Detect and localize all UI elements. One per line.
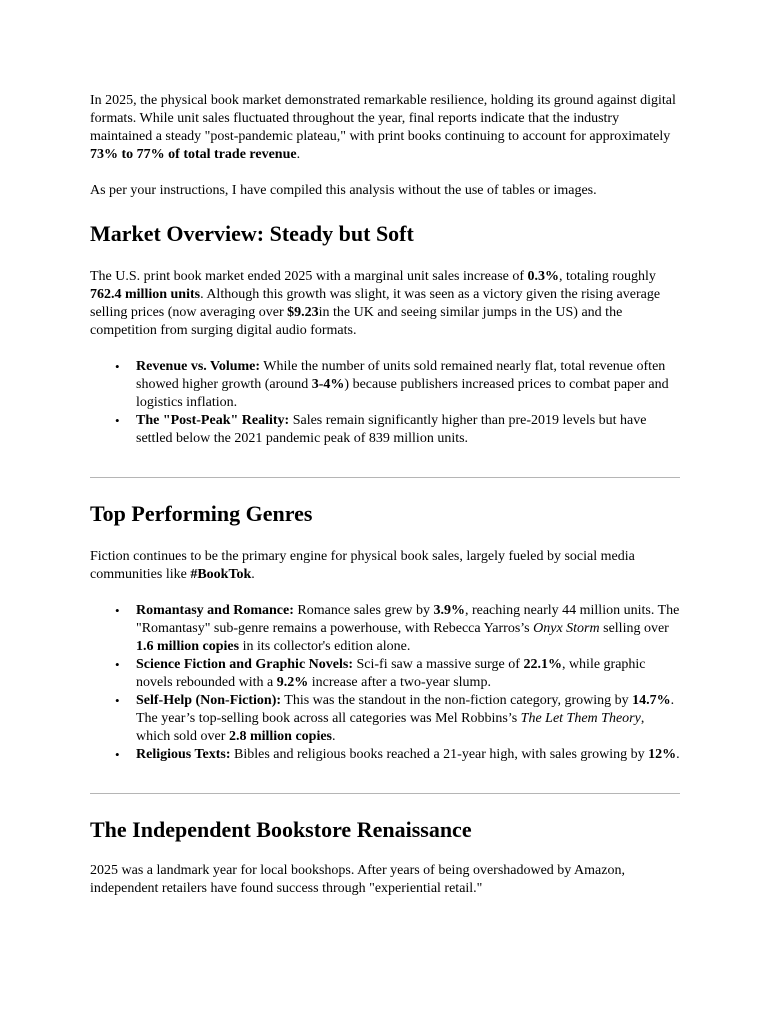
list-item: • Science Fiction and Graphic Novels: Sci-fi saw a massive surge of 22.1%, while graphic novels rebounded with a 9.2% increase after a two-year slump. (136, 656, 680, 692)
genres-bullet-list (90, 602, 680, 764)
list-item: • Revenue vs. Volume: While the number of units sold remained nearly flat, total revenue often showed higher growth (around 3-4%) because publishers increased prices to combat paper and logistics inflation. (136, 358, 680, 412)
intro-paragraph: In 2025, the physical book market demonstrated remarkable resilience, holding its ground against digital formats. While unit sales fluctuated throughout the year, final reports indicate that the industry maintained a steady "post-pandemic plateau," with print books continuing to account for approximately 73% to 77% of total trade revenue. (90, 93, 676, 162)
market-overview-paragraph: The U.S. print book market ended 2025 with a marginal unit sales increase of 0.3%, totaling roughly 762.4 million units. Although this growth was slight, it was seen as a victory given the rising average selling prices (now averaging over $9.23in the UK and seeing similar jumps in the US) and the competition from surging digital audio formats. (90, 269, 661, 338)
genres-paragraph: Fiction continues to be the primary engine for physical book sales, largely fueled by social media communities like #BookTok. (90, 549, 635, 582)
section-divider (90, 793, 680, 794)
list-item: • The "Post-Peak" Reality: Sales remain significantly higher than pre-2019 levels but have settled below the 2021 pandemic peak of 839 million units. (136, 412, 680, 448)
list-item: • Romantasy and Romance: Romance sales grew by 3.9%, reaching nearly 44 million units. The "Romantasy" sub-genre remains a powerhouse, with Rebecca Yarros’s Onyx Storm selling over 1.6 million copies in its collector's edition alone. (136, 602, 680, 656)
list-item: • Religious Texts: Bibles and religious books reached a 21-year high, with sales growing by 12%. (136, 746, 680, 764)
section-divider (90, 477, 680, 478)
heading-independent-bookstores: The Independent Bookstore Renaissance (90, 817, 472, 842)
instructions-note: As per your instructions, I have compiled this analysis without the use of tables or images. (90, 183, 597, 198)
list-item: • Self-Help (Non-Fiction): This was the standout in the non-fiction category, growing by 14.7%. The year’s top-selling book across all categories was Mel Robbins’s The Let Them Theory, which sold over 2.8 million copies. (136, 692, 680, 746)
document-page (90, 92, 680, 898)
heading-top-genres: Top Performing Genres (90, 501, 313, 526)
independent-bookstores-paragraph: 2025 was a landmark year for local bookshops. After years of being overshadowed by Amazon, independent retailers have found success through "experiential retail." (90, 863, 625, 896)
heading-market-overview: Market Overview: Steady but Soft (90, 221, 414, 246)
market-bullet-list (90, 358, 680, 448)
